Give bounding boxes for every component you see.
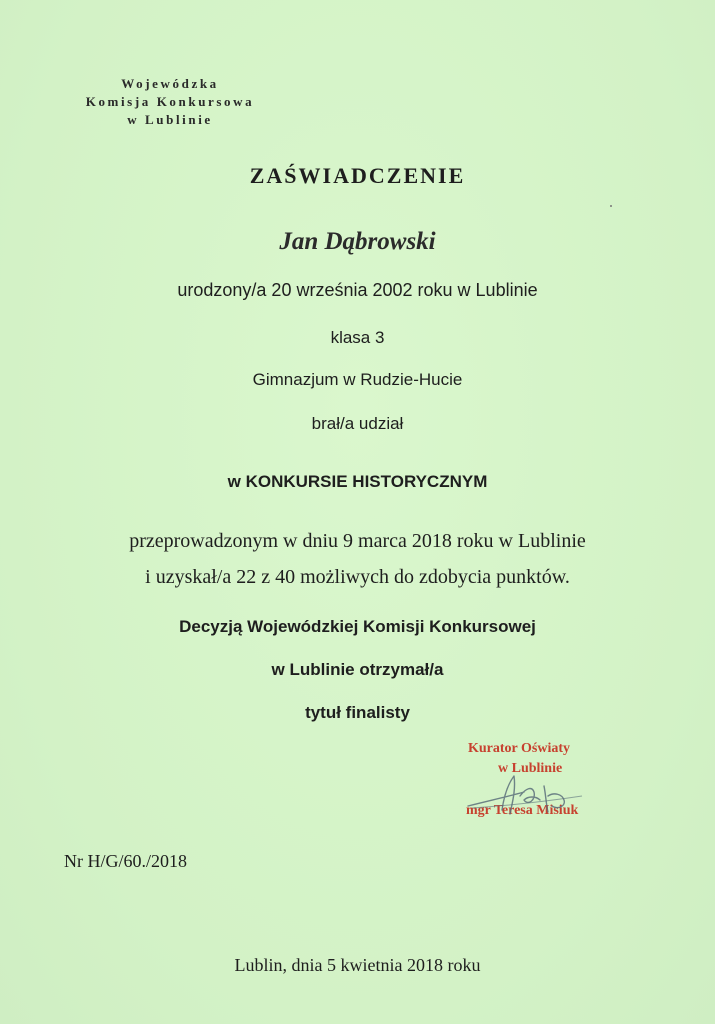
stamp-line-3: mgr Teresa Misiuk: [466, 803, 579, 818]
decision-line-2: w Lublinie otrzymał/a: [271, 660, 444, 679]
award-line: tytuł finalisty: [305, 703, 410, 722]
held-line: przeprowadzonym w dniu 9 marca 2018 roku w Lublinie: [129, 530, 586, 552]
class-line: klasa 3: [330, 328, 385, 347]
issue-date-line: Lublin, dnia 5 kwietnia 2018 roku: [234, 955, 481, 975]
score-line: i uzyskał/a 22 z 40 możliwych do zdobycia punktów.: [145, 566, 570, 588]
birth-line: urodzony/a 20 września 2002 roku w Lublinie: [177, 280, 538, 300]
stamp-line-2: w Lublinie: [498, 761, 563, 776]
document-number: Nr H/G/60./2018: [64, 851, 187, 871]
contest-line: w KONKURSIE HISTORYCZNYM: [227, 472, 488, 491]
school-line: Gimnazjum w Rudzie-Hucie: [252, 370, 463, 389]
paper-speck: [610, 205, 612, 207]
participation-line: brał/a udział: [311, 414, 404, 433]
issuer-line-3: w Lublinie: [127, 112, 213, 127]
recipient-name: Jan Dąbrowski: [279, 228, 436, 255]
stamp-line-1: Kurator Oświaty: [468, 741, 571, 756]
issuer-line-2: Komisja Konkursowa: [85, 94, 255, 109]
issuer-line-1: Wojewódzka: [121, 76, 219, 91]
issuer-header: [40, 75, 300, 129]
decision-line-1: Decyzją Wojewódzkiej Komisji Konkursowej: [179, 617, 536, 636]
handwritten-signature: [462, 766, 602, 826]
document-title: ZAŚWIADCZENIE: [249, 163, 466, 188]
